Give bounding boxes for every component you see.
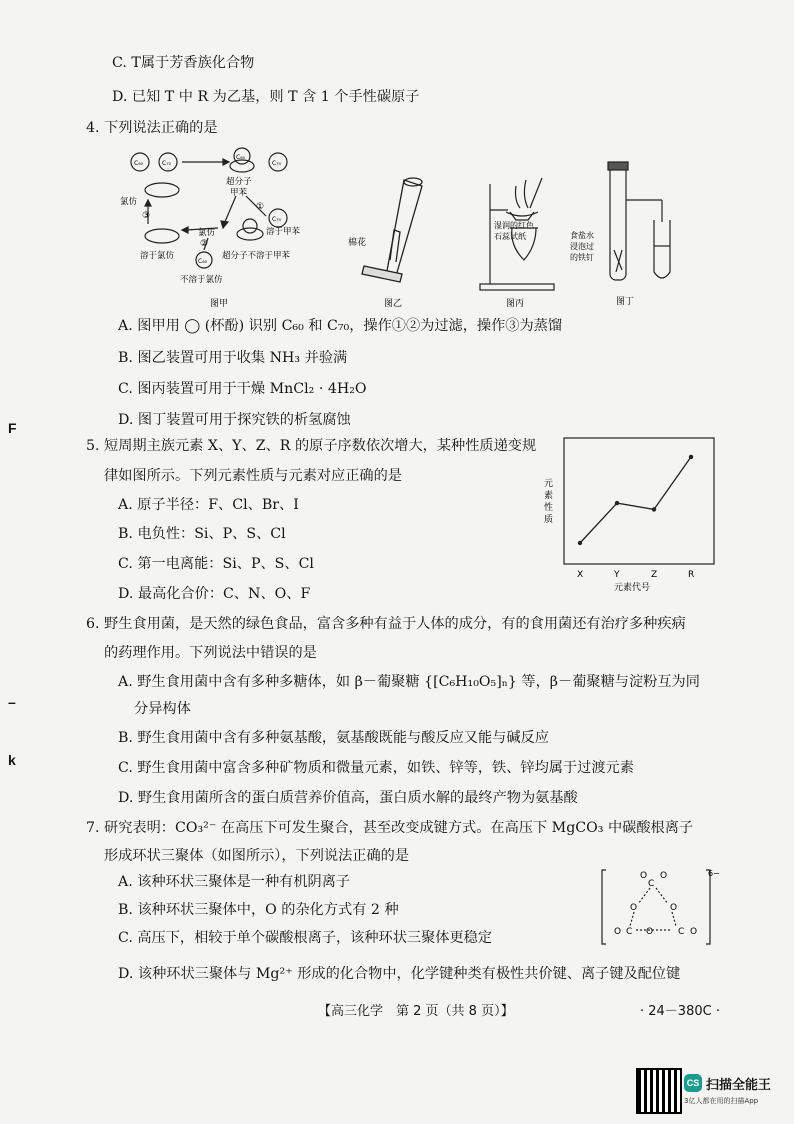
chart-ylabel-2: 素: [544, 491, 554, 501]
fig-jia-label-10: 溶于甲苯: [266, 227, 301, 237]
q6-option-a-1: A. 野生食用菌中含有多种多糖体，如 β－葡聚糖 {[C₆H₁₀O₅]ₙ} 等，β－葡聚糖与淀粉互为同: [118, 674, 700, 690]
trimer-charge: 6−: [708, 869, 720, 878]
q7-option-d: D. 该种环状三聚体与 Mg²⁺ 形成的化合物中，化学键种类有极性共价键、离子键及配位键: [118, 966, 681, 982]
fig-jia-label-9: C₇₀: [272, 216, 281, 223]
qr-code-icon: [636, 1068, 682, 1114]
q5-option-d: D. 最高化合价：C、N、O、F: [118, 586, 311, 602]
margin-mark-dash: –: [8, 694, 16, 710]
fig-ding-label-2: 的铁钉: [570, 253, 594, 262]
svg-text:O: O: [640, 871, 648, 881]
svg-text:O: O: [660, 871, 668, 881]
x-tick-X: X: [577, 570, 584, 580]
scanner-name: 扫描全能王: [706, 1078, 772, 1093]
q4-option-d: D. 图丁装置可用于探究铁的析氢腐蚀: [118, 412, 351, 428]
cyclic-trimer-diagram: [600, 868, 720, 948]
q7-option-c: C. 高压下，相较于单个碳酸根离子，该种环状三聚体更稳定: [118, 930, 493, 946]
fig-jia-caption: 图甲: [210, 299, 229, 309]
svg-text:O: O: [614, 927, 622, 937]
scanner-subtitle: 3亿人都在用的扫描App: [684, 1097, 759, 1105]
chart-ylabel-4: 质: [544, 515, 554, 525]
fig-ding-caption: 图丁: [616, 297, 635, 307]
fig-jia-label-13: 溶于氯仿: [140, 251, 175, 261]
x-tick-Y: Y: [614, 570, 620, 580]
fig-bing-label-1: 石蕊试纸: [494, 232, 526, 241]
fig-ding-label-0: 食盐水: [570, 231, 594, 240]
fig-jia-label-6: 氯仿: [120, 197, 138, 207]
q5-option-c: C. 第一电离能：Si、P、S、Cl: [118, 556, 314, 572]
q3-option-d: D. 已知 T 中 R 为乙基，则 T 含 1 个手性碳原子: [112, 89, 420, 105]
q3-option-c: C. T属于芳香族化合物: [112, 55, 255, 71]
q6-option-d: D. 野生食用菌所含的蛋白质营养价值高，蛋白质水解的最终产物为氨基酸: [118, 790, 578, 806]
q4-option-c: C. 图丙装置可用于干燥 MnCl₂ · 4H₂O: [118, 381, 367, 397]
chart-ylabel-3: 性: [544, 503, 554, 513]
page-footer: 【高三化学 第 2 页（共 8 页）】: [318, 1004, 514, 1019]
q4-stem: 4. 下列说法正确的是: [86, 120, 218, 136]
q5-stem-1: 5. 短周期主族元素 X、Y、Z、R 的原子序数依次增大，某种性质递变规: [86, 438, 537, 454]
scanner-logo-icon: CS: [684, 1074, 702, 1092]
fig-jia-label-14: 超分子不溶于甲苯: [222, 251, 291, 261]
series-line: [580, 457, 691, 543]
margin-mark-f: F: [8, 420, 17, 436]
q5-stem-2: 律如图所示。下列元素性质与元素对应正确的是: [104, 468, 402, 484]
chart-ylabel-1: 元: [544, 479, 554, 489]
q7-stem-1: 7. 研究表明：CO₃²⁻ 在高压下可发生聚合，甚至改变成键方式。在高压下 MgCO₃ 中碳酸根离子: [86, 820, 694, 836]
q6-option-c: C. 野生食用菌中富含多种矿物质和微量元素，如铁、锌等，铁、锌均属于过渡元素: [118, 760, 634, 776]
data-point-X: [578, 541, 582, 545]
q5-option-a: A. 原子半径：F、Cl、Br、I: [118, 497, 299, 513]
fig-jia-label-7: ③: [142, 211, 151, 221]
svg-text:O: O: [630, 903, 638, 913]
fig-bing-caption: 图丙: [506, 299, 525, 309]
fig-jia-label-0: C₆₀: [134, 160, 143, 167]
fig-yi-label-0: 棉花: [348, 238, 367, 248]
q5-line-chart: [534, 434, 724, 594]
q7-option-b: B. 该种环状三聚体中，O 的杂化方式有 2 种: [118, 902, 399, 918]
margin-mark-k: k: [8, 752, 16, 768]
fig-jia-label-5: 甲苯: [230, 188, 248, 198]
fig-jia-label-8: ①: [256, 202, 265, 212]
q6-stem-2: 的药理作用。下列说法中错误的是: [104, 645, 317, 661]
q6-option-b: B. 野生食用菌中含有多种氨基酸，氨基酸既能与酸反应又能与碱反应: [118, 730, 549, 746]
q7-option-a: A. 该种环状三聚体是一种有机阴离子: [118, 874, 351, 890]
fig-jia-label-15: C₆₀: [198, 258, 207, 265]
figure-ding: [570, 160, 682, 312]
figure-bing: [470, 176, 562, 312]
figure-yi: [344, 170, 428, 312]
data-point-Z: [652, 507, 656, 511]
q4-option-b: B. 图乙装置可用于收集 NH₃ 并验满: [118, 350, 348, 366]
q5-option-b: B. 电负性：Si、P、S、Cl: [118, 526, 286, 542]
q7-stem-2: 形成环状三聚体（如图所示），下列说法正确的是: [104, 848, 410, 864]
fig-jia-label-12: ②: [200, 239, 209, 249]
q6-stem-1: 6. 野生食用菌，是天然的绿色食品，富含多种有益于人体的成分，有的食用菌还有治疗多种疾病: [86, 616, 686, 632]
fig-jia-label-11: 氯仿: [198, 228, 216, 238]
chart-xlabel: 元素代号: [614, 583, 651, 593]
q4-option-a: A. 图甲用 ◯ (杯酚) 识别 C₆₀ 和 C₇₀，操作①②为过滤，操作③为蒸馏: [118, 318, 563, 334]
svg-text:C: C: [648, 879, 655, 889]
q6-option-a-2: 分异构体: [134, 701, 191, 717]
data-point-R: [689, 455, 693, 459]
svg-text:O: O: [690, 927, 698, 937]
figure-jia: [118, 142, 330, 312]
fig-bing-label-0: 湿润的红色: [494, 221, 534, 230]
x-tick-Z: Z: [651, 570, 658, 580]
x-tick-R: R: [688, 570, 695, 580]
svg-text:C: C: [678, 927, 685, 937]
fig-jia-label-1: C₇₀: [162, 160, 171, 167]
svg-text:O: O: [670, 903, 678, 913]
fig-ding-label-1: 浸泡过: [570, 242, 594, 251]
svg-text:C: C: [626, 927, 633, 937]
fig-jia-label-2: C₆₀: [236, 154, 245, 161]
fig-yi-caption: 图乙: [384, 299, 403, 309]
fig-jia-label-3: C₇₀: [272, 160, 281, 167]
fig-jia-label-16: 不溶于氯仿: [180, 275, 223, 285]
fig-jia-label-4: 超分子: [226, 177, 252, 187]
data-point-Y: [615, 501, 619, 505]
paper-code: · 24－380C ·: [640, 1004, 720, 1019]
svg-text:O: O: [646, 927, 654, 937]
